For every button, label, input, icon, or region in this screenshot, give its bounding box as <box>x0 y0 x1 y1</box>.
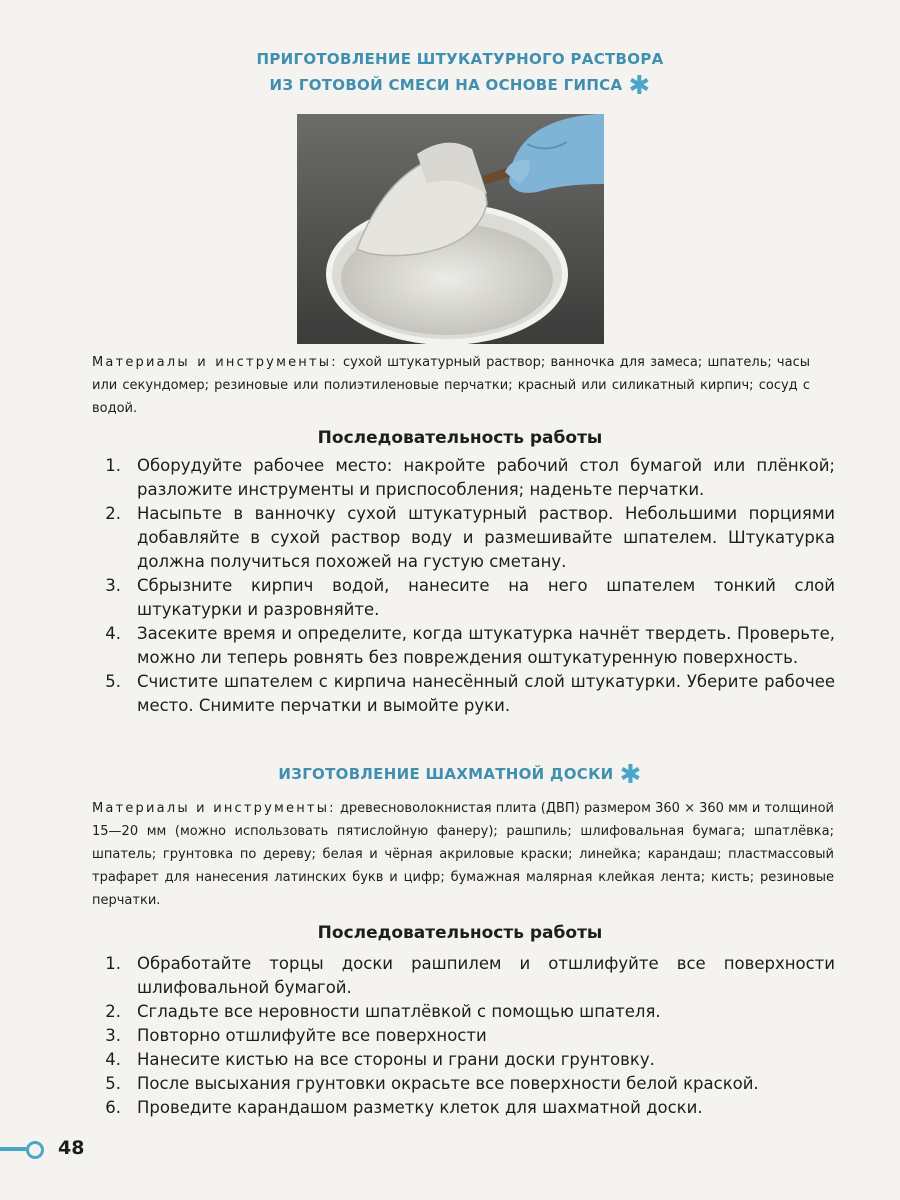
step-item <box>97 1048 835 1072</box>
asterisk-icon: ✱ <box>619 759 642 790</box>
step-text: Засеките время и определите, когда штукатурка начнёт твердеть. Проверьте, можно ли теперь ровнять без повреждения оштукатуренную поверхность. <box>137 624 835 667</box>
materials-label: Материалы и инструменты: <box>92 801 336 816</box>
page-number: 48 <box>58 1137 85 1159</box>
step-number: 1. <box>105 456 121 475</box>
materials-text: сухой штукатурный раствор; ванночка для замеса; шпатель; часы или секундомер; резиновые или полиэтиленовые перчатки; красный или силикатный кирпич; сосуд с водой. <box>92 355 810 416</box>
step-item <box>97 622 835 670</box>
section1-title-line1: ПРИГОТОВЛЕНИЕ ШТУКАТУРНОГО РАСТВОРА <box>256 50 664 68</box>
section2-title-text: ИЗГОТОВЛЕНИЕ ШАХМАТНОЙ ДОСКИ <box>278 765 614 783</box>
step-number: 1. <box>105 954 121 973</box>
section2-title <box>250 759 670 790</box>
step-text: Оборудуйте рабочее место: накройте рабочий стол бумагой или плёнкой; разложите инструменты и приспособления; наденьте перчатки. <box>137 456 835 499</box>
section2-sequence-title: Последовательность работы <box>317 923 603 943</box>
step-item <box>97 670 835 718</box>
step-text: Проведите карандашом разметку клеток для шахматной доски. <box>137 1098 703 1117</box>
section2-steps-list <box>97 952 835 1120</box>
step-text: Насыпьте в ванночку сухой штукатурный раствор. Небольшими порциями добавляйте в сухой раствор воду и размешивайте шпателем. Штукатурка должна получиться похожей на густую сметану. <box>137 504 835 571</box>
asterisk-icon: ✱ <box>628 70 651 101</box>
step-number: 5. <box>105 672 121 691</box>
plaster-mixing-photo <box>297 114 604 344</box>
step-text: Сгладьте все неровности шпатлёвкой с помощью шпателя. <box>137 1002 661 1021</box>
step-number: 2. <box>105 1002 121 1021</box>
step-number: 5. <box>105 1074 121 1093</box>
materials-text: древесноволокнистая плита (ДВП) размером 360 × 360 мм и толщиной 15—20 мм (можно использовать пятислойную фанеру); рашпиль; шлифовальная бумага; шпатлёвка; шпатель; грунтовка по дереву; белая и чёрная акриловые краски; линейка; карандаш; пластмассовый трафарет для нанесения латинских букв и цифр; бумажная малярная клейкая лента; кисть; резиновые перчатки. <box>92 801 834 908</box>
step-number: 4. <box>105 1050 121 1069</box>
section1-title-line2: ИЗ ГОТОВОЙ СМЕСИ НА ОСНОВЕ ГИПСА <box>269 76 623 94</box>
step-text: Счистите шпателем с кирпича нанесённый слой штукатурки. Уберите рабочее место. Снимите перчатки и вымойте руки. <box>137 672 835 715</box>
step-number: 4. <box>105 624 121 643</box>
section1-title <box>240 46 680 101</box>
section1-materials <box>92 351 810 420</box>
step-text: Сбрызните кирпич водой, нанесите на него шпателем тонкий слой штукатурки и разровняйте. <box>137 576 835 619</box>
step-number: 2. <box>105 504 121 523</box>
step-item <box>97 1072 835 1096</box>
step-item <box>97 502 835 574</box>
step-text: Повторно отшлифуйте все поверхности <box>137 1026 487 1045</box>
section1-sequence-title: Последовательность работы <box>317 428 603 448</box>
step-number: 6. <box>105 1098 121 1117</box>
step-text: Нанесите кистью на все стороны и грани доски грунтовку. <box>137 1050 655 1069</box>
step-item <box>97 454 835 502</box>
step-text: Обработайте торцы доски рашпилем и отшлифуйте все поверхности шлифовальной бумагой. <box>137 954 835 997</box>
step-number: 3. <box>105 1026 121 1045</box>
step-item <box>97 574 835 622</box>
step-item <box>97 1000 835 1024</box>
step-item <box>97 952 835 1000</box>
step-number: 3. <box>105 576 121 595</box>
section2-materials <box>92 797 834 912</box>
step-item <box>97 1024 835 1048</box>
footer-decoration-dot <box>26 1141 44 1159</box>
step-text: После высыхания грунтовки окрасьте все поверхности белой краской. <box>137 1074 759 1093</box>
section1-steps-list <box>97 454 835 718</box>
step-item <box>97 1096 835 1120</box>
materials-label: Материалы и инструменты: <box>92 355 338 370</box>
